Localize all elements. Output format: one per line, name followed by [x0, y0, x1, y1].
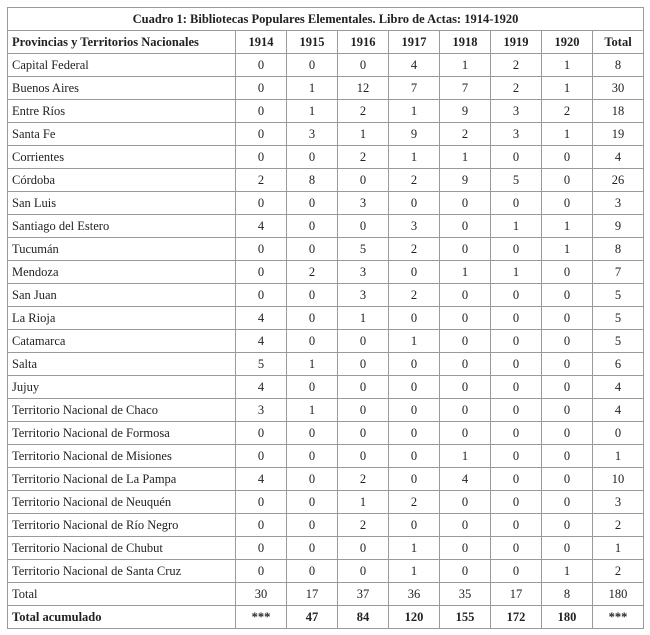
column-header-1916: 1916 [338, 31, 389, 54]
cell-total: 1 [593, 445, 644, 468]
cell-1920: 1 [542, 238, 593, 261]
cell-1918: 1 [440, 54, 491, 77]
cell-1918: 0 [440, 399, 491, 422]
cell-1914: 5 [236, 353, 287, 376]
row-label: Salta [8, 353, 236, 376]
cell-1919: 0 [491, 238, 542, 261]
column-header-1919: 1919 [491, 31, 542, 54]
cell-1919: 0 [491, 192, 542, 215]
cell-1915: 0 [287, 284, 338, 307]
cell-1919: 3 [491, 100, 542, 123]
cell-1919: 172 [491, 606, 542, 629]
cell-1918: 1 [440, 261, 491, 284]
cell-1919: 0 [491, 422, 542, 445]
cell-1917: 0 [389, 422, 440, 445]
cell-1916: 2 [338, 468, 389, 491]
cell-1915: 17 [287, 583, 338, 606]
table-row [8, 261, 644, 284]
cell-1918: 0 [440, 192, 491, 215]
cell-1920: 0 [542, 445, 593, 468]
column-header-1914: 1914 [236, 31, 287, 54]
cell-1920: 2 [542, 100, 593, 123]
table-row [8, 284, 644, 307]
cell-1919: 17 [491, 583, 542, 606]
header-row [8, 31, 644, 54]
table-row [8, 215, 644, 238]
row-label: Territorio Nacional de Formosa [8, 422, 236, 445]
cell-1914: 0 [236, 146, 287, 169]
cell-1919: 0 [491, 376, 542, 399]
cell-1920: 0 [542, 307, 593, 330]
row-label: Entre Ríos [8, 100, 236, 123]
cell-1916: 0 [338, 169, 389, 192]
cell-total: 1 [593, 537, 644, 560]
cell-1918: 2 [440, 123, 491, 146]
table-row [8, 468, 644, 491]
cell-1918: 155 [440, 606, 491, 629]
row-label: Territorio Nacional de Misiones [8, 445, 236, 468]
cell-total: 5 [593, 330, 644, 353]
cell-1916: 1 [338, 307, 389, 330]
cell-1914: *** [236, 606, 287, 629]
cell-1917: 36 [389, 583, 440, 606]
cell-1920: 0 [542, 399, 593, 422]
cell-1915: 47 [287, 606, 338, 629]
table-row [8, 353, 644, 376]
column-header-1920: 1920 [542, 31, 593, 54]
cell-total: 4 [593, 146, 644, 169]
cell-1920: 0 [542, 491, 593, 514]
row-label: Total acumulado [8, 606, 236, 629]
cell-total: 0 [593, 422, 644, 445]
cell-1917: 1 [389, 537, 440, 560]
cell-1915: 0 [287, 146, 338, 169]
cell-1915: 2 [287, 261, 338, 284]
row-label: Jujuy [8, 376, 236, 399]
cell-1919: 0 [491, 445, 542, 468]
cell-1917: 3 [389, 215, 440, 238]
cell-1920: 8 [542, 583, 593, 606]
table-row [8, 77, 644, 100]
cell-1915: 0 [287, 376, 338, 399]
cell-1919: 1 [491, 261, 542, 284]
cell-1920: 0 [542, 376, 593, 399]
cell-1915: 3 [287, 123, 338, 146]
table-row [8, 330, 644, 353]
table-row [8, 491, 644, 514]
cell-1920: 0 [542, 422, 593, 445]
cell-1920: 0 [542, 192, 593, 215]
table-body [8, 54, 644, 629]
cell-1920: 1 [542, 560, 593, 583]
cell-1914: 4 [236, 215, 287, 238]
cell-1917: 0 [389, 445, 440, 468]
cell-total: 19 [593, 123, 644, 146]
cell-total: 5 [593, 284, 644, 307]
cell-1919: 0 [491, 537, 542, 560]
cell-1914: 0 [236, 77, 287, 100]
cell-1920: 180 [542, 606, 593, 629]
cell-1915: 0 [287, 468, 338, 491]
cell-1920: 0 [542, 261, 593, 284]
cell-1914: 3 [236, 399, 287, 422]
row-label: Territorio Nacional de Chaco [8, 399, 236, 422]
cell-1915: 0 [287, 445, 338, 468]
cell-1914: 4 [236, 330, 287, 353]
title-row [8, 8, 644, 31]
cell-1918: 0 [440, 307, 491, 330]
cell-1919: 0 [491, 146, 542, 169]
cell-1918: 0 [440, 376, 491, 399]
cell-1915: 8 [287, 169, 338, 192]
cell-1918: 0 [440, 560, 491, 583]
row-label: Corrientes [8, 146, 236, 169]
cell-1916: 2 [338, 514, 389, 537]
cell-total: *** [593, 606, 644, 629]
cell-1916: 0 [338, 353, 389, 376]
cell-1917: 2 [389, 284, 440, 307]
cell-1916: 12 [338, 77, 389, 100]
table-row [8, 146, 644, 169]
cell-1918: 0 [440, 238, 491, 261]
cell-1917: 1 [389, 100, 440, 123]
cell-1918: 9 [440, 169, 491, 192]
cell-1917: 0 [389, 514, 440, 537]
cell-1914: 0 [236, 560, 287, 583]
cell-1919: 0 [491, 491, 542, 514]
cell-1917: 9 [389, 123, 440, 146]
cell-1916: 0 [338, 399, 389, 422]
cell-1916: 0 [338, 560, 389, 583]
cell-1915: 0 [287, 514, 338, 537]
total-row [8, 583, 644, 606]
cell-1916: 0 [338, 376, 389, 399]
cell-1915: 1 [287, 77, 338, 100]
cell-1919: 0 [491, 514, 542, 537]
cell-total: 6 [593, 353, 644, 376]
table-row [8, 307, 644, 330]
row-label: San Luis [8, 192, 236, 215]
cell-1914: 4 [236, 468, 287, 491]
column-header-1915: 1915 [287, 31, 338, 54]
cell-1920: 0 [542, 146, 593, 169]
cell-1917: 0 [389, 353, 440, 376]
row-label: Territorio Nacional de Chubut [8, 537, 236, 560]
cell-1919: 2 [491, 77, 542, 100]
cell-1916: 1 [338, 123, 389, 146]
cell-total: 180 [593, 583, 644, 606]
cell-1919: 0 [491, 353, 542, 376]
table-row [8, 123, 644, 146]
cell-1915: 0 [287, 330, 338, 353]
cell-1917: 0 [389, 192, 440, 215]
cell-total: 4 [593, 376, 644, 399]
row-label: Tucumán [8, 238, 236, 261]
libraries-table [7, 7, 644, 629]
cell-1920: 0 [542, 284, 593, 307]
cell-1918: 0 [440, 491, 491, 514]
cell-1919: 0 [491, 307, 542, 330]
row-label: Territorio Nacional de Neuquén [8, 491, 236, 514]
cell-total: 2 [593, 560, 644, 583]
cell-1914: 0 [236, 537, 287, 560]
row-label: Santiago del Estero [8, 215, 236, 238]
cell-1915: 1 [287, 399, 338, 422]
cell-1916: 0 [338, 54, 389, 77]
cell-1914: 2 [236, 169, 287, 192]
cell-1919: 2 [491, 54, 542, 77]
cell-1920: 1 [542, 54, 593, 77]
row-label: Córdoba [8, 169, 236, 192]
cell-1917: 1 [389, 146, 440, 169]
table-row [8, 399, 644, 422]
cell-1916: 2 [338, 100, 389, 123]
cell-1919: 5 [491, 169, 542, 192]
cell-1914: 0 [236, 261, 287, 284]
cell-1920: 1 [542, 123, 593, 146]
cell-total: 26 [593, 169, 644, 192]
cell-1919: 1 [491, 215, 542, 238]
cell-1914: 0 [236, 100, 287, 123]
cell-1914: 30 [236, 583, 287, 606]
cell-1918: 35 [440, 583, 491, 606]
cell-1919: 0 [491, 330, 542, 353]
cell-1915: 0 [287, 422, 338, 445]
cell-1915: 0 [287, 192, 338, 215]
row-label: Mendoza [8, 261, 236, 284]
cell-1917: 120 [389, 606, 440, 629]
cell-1917: 0 [389, 307, 440, 330]
cell-1915: 0 [287, 238, 338, 261]
cell-total: 4 [593, 399, 644, 422]
cell-1917: 0 [389, 261, 440, 284]
cell-1914: 0 [236, 123, 287, 146]
cell-1917: 0 [389, 399, 440, 422]
table-row [8, 100, 644, 123]
cell-1914: 0 [236, 491, 287, 514]
table-row [8, 376, 644, 399]
cell-1916: 1 [338, 491, 389, 514]
cell-1920: 1 [542, 215, 593, 238]
table-row [8, 54, 644, 77]
row-label: Capital Federal [8, 54, 236, 77]
cell-1914: 0 [236, 514, 287, 537]
cell-1919: 0 [491, 399, 542, 422]
cell-1916: 2 [338, 146, 389, 169]
table-row [8, 192, 644, 215]
column-header-1918: 1918 [440, 31, 491, 54]
table-row [8, 560, 644, 583]
row-label: Territorio Nacional de Río Negro [8, 514, 236, 537]
cell-1914: 0 [236, 445, 287, 468]
cell-1916: 3 [338, 284, 389, 307]
cell-1916: 37 [338, 583, 389, 606]
column-header-1917: 1917 [389, 31, 440, 54]
cell-total: 2 [593, 514, 644, 537]
cell-1920: 1 [542, 77, 593, 100]
cell-1915: 0 [287, 307, 338, 330]
cell-1920: 0 [542, 537, 593, 560]
row-label: Santa Fe [8, 123, 236, 146]
cell-1918: 0 [440, 537, 491, 560]
table-row [8, 238, 644, 261]
cell-1917: 0 [389, 468, 440, 491]
cell-1915: 1 [287, 353, 338, 376]
table-row [8, 422, 644, 445]
column-header-total: Total [593, 31, 644, 54]
cell-1920: 0 [542, 514, 593, 537]
cell-1916: 84 [338, 606, 389, 629]
row-label: Buenos Aires [8, 77, 236, 100]
cell-1917: 1 [389, 330, 440, 353]
cell-1915: 0 [287, 537, 338, 560]
cell-total: 8 [593, 238, 644, 261]
cell-1916: 0 [338, 422, 389, 445]
cell-1920: 0 [542, 330, 593, 353]
cell-1914: 4 [236, 376, 287, 399]
cell-1916: 0 [338, 445, 389, 468]
cell-1920: 0 [542, 468, 593, 491]
cell-1918: 0 [440, 330, 491, 353]
cell-1917: 4 [389, 54, 440, 77]
cell-1914: 0 [236, 284, 287, 307]
row-label: San Juan [8, 284, 236, 307]
cell-total: 5 [593, 307, 644, 330]
cell-1920: 0 [542, 169, 593, 192]
cell-1919: 0 [491, 560, 542, 583]
table-title: Cuadro 1: Bibliotecas Populares Elementales. Libro de Actas: 1914-1920 [8, 8, 644, 31]
cell-1918: 9 [440, 100, 491, 123]
cell-1916: 0 [338, 215, 389, 238]
cell-1918: 4 [440, 468, 491, 491]
table-row [8, 169, 644, 192]
cell-1917: 7 [389, 77, 440, 100]
cell-1917: 2 [389, 238, 440, 261]
table-row [8, 537, 644, 560]
cell-1914: 0 [236, 238, 287, 261]
row-label: Total [8, 583, 236, 606]
cell-1916: 3 [338, 192, 389, 215]
cell-1915: 1 [287, 100, 338, 123]
cell-1917: 2 [389, 491, 440, 514]
cell-total: 10 [593, 468, 644, 491]
cell-1918: 0 [440, 353, 491, 376]
cell-1916: 5 [338, 238, 389, 261]
row-label: Catamarca [8, 330, 236, 353]
cell-1918: 1 [440, 146, 491, 169]
row-label: La Rioja [8, 307, 236, 330]
table-row [8, 445, 644, 468]
cell-1919: 3 [491, 123, 542, 146]
cell-1914: 0 [236, 192, 287, 215]
cell-1916: 0 [338, 330, 389, 353]
cell-1914: 0 [236, 54, 287, 77]
cell-total: 18 [593, 100, 644, 123]
cell-total: 30 [593, 77, 644, 100]
cell-1914: 4 [236, 307, 287, 330]
cell-total: 9 [593, 215, 644, 238]
cell-1914: 0 [236, 422, 287, 445]
cell-1915: 0 [287, 215, 338, 238]
cell-1915: 0 [287, 560, 338, 583]
row-label: Territorio Nacional de La Pampa [8, 468, 236, 491]
cell-1915: 0 [287, 491, 338, 514]
cell-total: 8 [593, 54, 644, 77]
cell-1918: 0 [440, 215, 491, 238]
cumulative-total-row [8, 606, 644, 629]
cell-1917: 1 [389, 560, 440, 583]
cell-1919: 0 [491, 468, 542, 491]
cell-1918: 0 [440, 284, 491, 307]
row-label: Territorio Nacional de Santa Cruz [8, 560, 236, 583]
cell-total: 3 [593, 192, 644, 215]
cell-1919: 0 [491, 284, 542, 307]
cell-1918: 7 [440, 77, 491, 100]
cell-1916: 0 [338, 537, 389, 560]
cell-1918: 0 [440, 514, 491, 537]
cell-1917: 0 [389, 376, 440, 399]
cell-1918: 1 [440, 445, 491, 468]
cell-1920: 0 [542, 353, 593, 376]
cell-1918: 0 [440, 422, 491, 445]
column-header-region: Provincias y Territorios Nacionales [8, 31, 236, 54]
table-row [8, 514, 644, 537]
cell-1915: 0 [287, 54, 338, 77]
cell-total: 3 [593, 491, 644, 514]
cell-1916: 3 [338, 261, 389, 284]
cell-1917: 2 [389, 169, 440, 192]
cell-total: 7 [593, 261, 644, 284]
